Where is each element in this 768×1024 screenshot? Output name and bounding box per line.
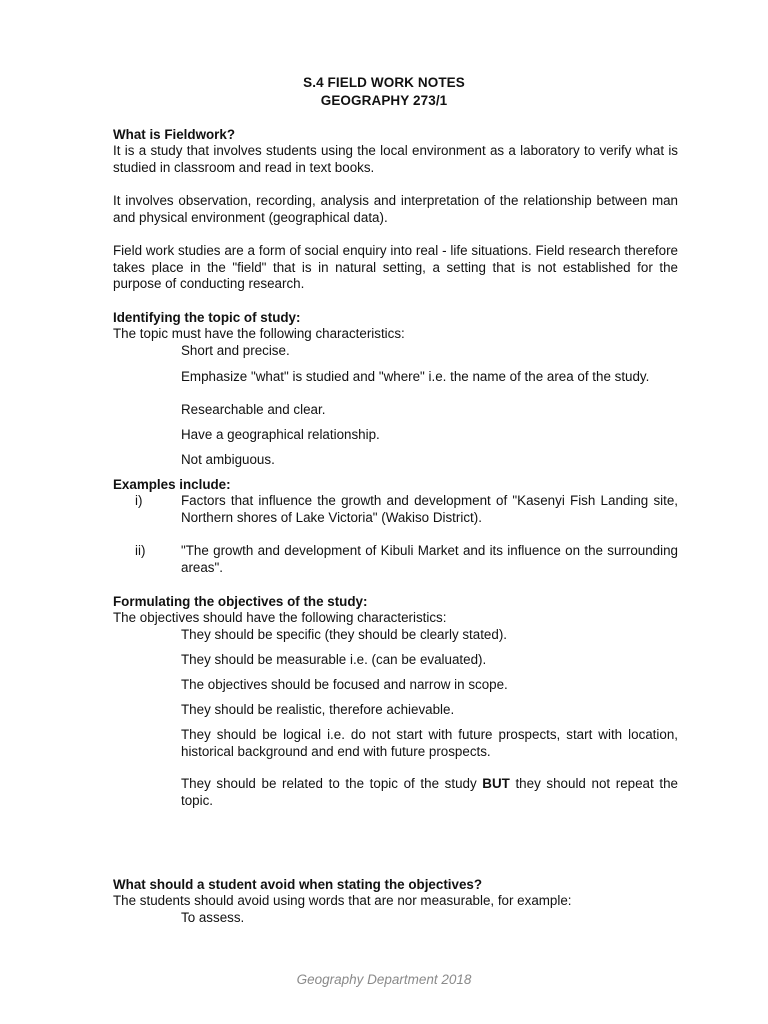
objective-last-text-before: They should be related to the topic of the study	[181, 776, 483, 791]
objective-item: They should be specific (they should be clearly stated).	[181, 627, 508, 642]
objective-item: They should be measurable i.e. (can be evaluated).	[181, 652, 487, 667]
topic-item: Short and precise.	[181, 343, 290, 358]
objectives-heading: Formulating the objectives of the study:	[113, 594, 368, 609]
page-footer: Geography Department 2018	[296, 972, 472, 987]
document-subtitle: GEOGRAPHY 273/1	[320, 93, 448, 108]
document-title: S.4 FIELD WORK NOTES	[303, 75, 465, 90]
topic-intro: The topic must have the following characteristics:	[113, 326, 405, 341]
examples-heading: Examples include:	[113, 477, 231, 492]
topic-item: Have a geographical relationship.	[181, 427, 380, 442]
topic-item: Emphasize "what" is studied and "where" i.e. the name of the area of the study.	[181, 369, 650, 384]
example-number: ii)	[135, 543, 146, 558]
avoid-item: To assess.	[181, 910, 245, 925]
objective-item: They should be realistic, therefore achievable.	[181, 702, 455, 717]
objective-last-text-after: they should not repeat the topic.	[181, 776, 678, 808]
topic-item: Not ambiguous.	[181, 452, 275, 467]
example-number: i)	[135, 493, 143, 508]
objective-item: The objectives should be focused and narrow in scope.	[181, 677, 508, 692]
topic-item: Researchable and clear.	[181, 402, 326, 417]
example-item: "The growth and development of Kibuli Market and its influence on the surrounding areas".	[181, 543, 678, 575]
objectives-intro: The objectives should have the following characteristics:	[113, 610, 447, 625]
fieldwork-paragraph-3: Field work studies are a form of social enquiry into real - life situations. Field research therefore takes place in the "field" that is in natural setting, a setting that is not established for the purpose of conducting research.	[113, 243, 678, 292]
fieldwork-paragraph-1: It is a study that involves students using the local environment as a laboratory to verify what is studied in classroom and read in text books.	[113, 143, 678, 175]
avoid-heading: What should a student avoid when stating the objectives?	[113, 877, 483, 892]
avoid-intro: The students should avoid using words that are nor measurable, for example:	[113, 893, 572, 908]
fieldwork-heading: What is Fieldwork?	[113, 127, 236, 142]
fieldwork-paragraph-2: It involves observation, recording, analysis and interpretation of the relationship between man and physical environment (geographical data).	[113, 193, 678, 225]
objective-item-last	[181, 776, 678, 809]
example-item: Factors that influence the growth and development of "Kasenyi Fish Landing site, Northern shores of Lake Victoria" (Wakiso District).	[181, 493, 678, 525]
objective-last-emphasis: BUT	[482, 776, 510, 791]
objective-item: They should be logical i.e. do not start with future prospects, start with location, historical background and end with future prospects.	[181, 727, 678, 759]
topic-heading: Identifying the topic of study:	[113, 310, 301, 325]
